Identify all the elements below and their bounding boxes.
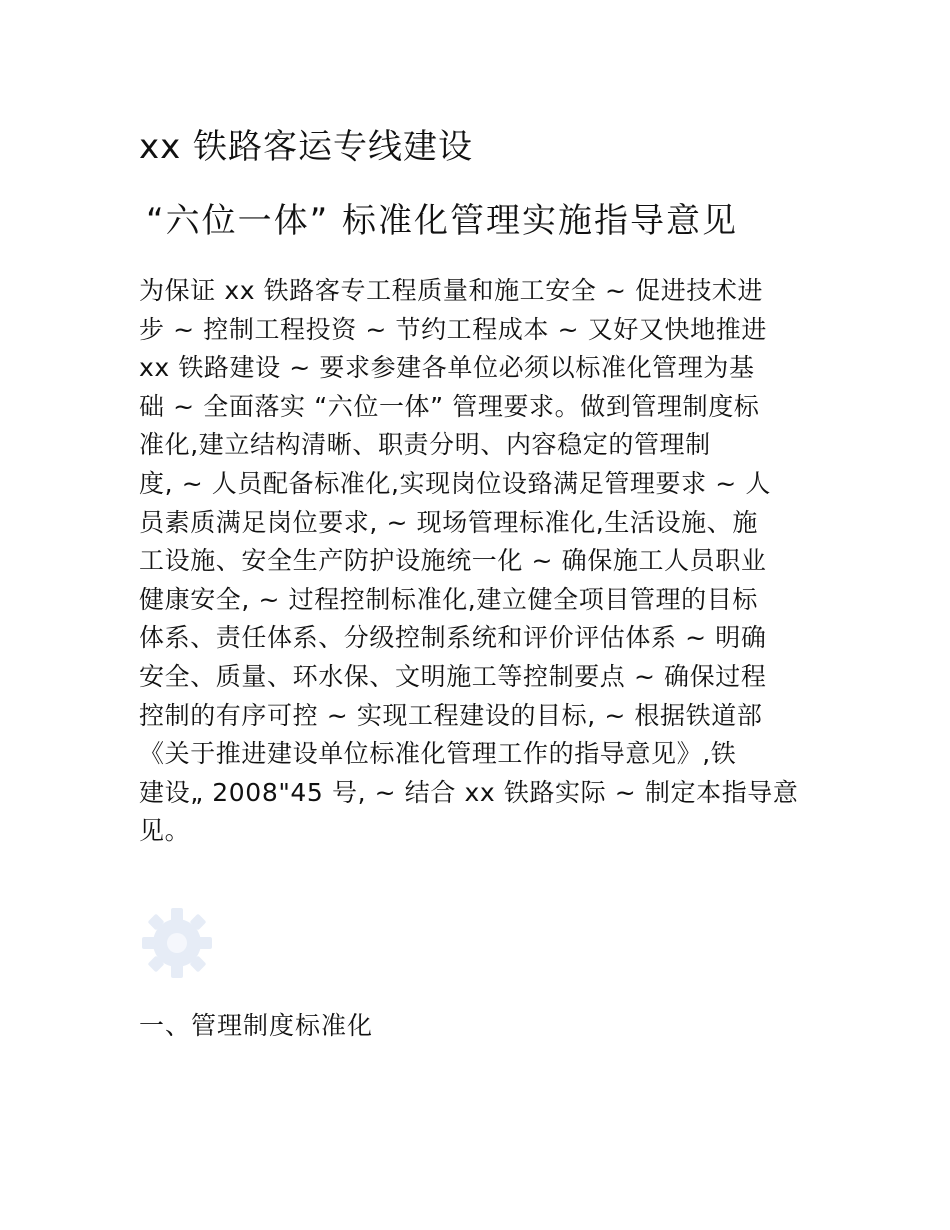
body-line: 建设„ 2008"45 号, ~ 结合 xx 铁路实际 ~ 制定本指导意 <box>139 777 799 807</box>
document-title-line-2: “六位一体” 标准化管理实施指导意见 <box>146 201 739 241</box>
body-line: 员素质满足岗位要求, ~ 现场管理标准化,生活设施、施 <box>139 507 758 537</box>
document-title-line-1: xx 铁路客运专线建设 <box>139 127 474 167</box>
body-line: 步 ~ 控制工程投资 ~ 节约工程成本 ~ 又好又快地推进 <box>139 314 767 344</box>
gear-watermark-svg <box>140 906 214 980</box>
body-line: 础 ~ 全面落实 “六位一体” 管理要求。做到管理制度标 <box>139 391 760 421</box>
body-line: 控制的有序可控 ~ 实现工程建设的目标, ~ 根据铁道部 <box>139 700 763 730</box>
body-line: 为保证 xx 铁路客专工程质量和施工安全 ~ 促进技术进 <box>139 276 764 305</box>
document-body <box>139 272 819 851</box>
body-line: 见。 <box>139 816 191 846</box>
body-line: 《关于推进建设单位标准化管理工作的指导意见》,铁 <box>139 739 737 769</box>
gear-watermark-icon <box>140 906 214 980</box>
body-line: 度, ~ 人员配备标准化,实现岗位设臵满足管理要求 ~ 人 <box>139 468 771 498</box>
body-line: xx 铁路建设 ~ 要求参建各单位必须以标准化管理为基 <box>139 353 755 383</box>
section-heading: 一、管理制度标准化 <box>139 1011 374 1040</box>
body-line: 健康安全, ~ 过程控制标准化,建立健全项目管理的目标 <box>139 584 758 614</box>
body-line: 准化,建立结构清晰、职责分明、内容稳定的管理制 <box>139 430 711 460</box>
body-line: 安全、质量、环水保、文明施工等控制要点 ~ 确保过程 <box>139 661 767 691</box>
body-line: 工设施、安全生产防护设施统一化 ~ 确保施工人员职业 <box>139 546 767 576</box>
body-line: 体系、责任体系、分级控制系统和评价评估体系 ~ 明确 <box>139 623 767 653</box>
